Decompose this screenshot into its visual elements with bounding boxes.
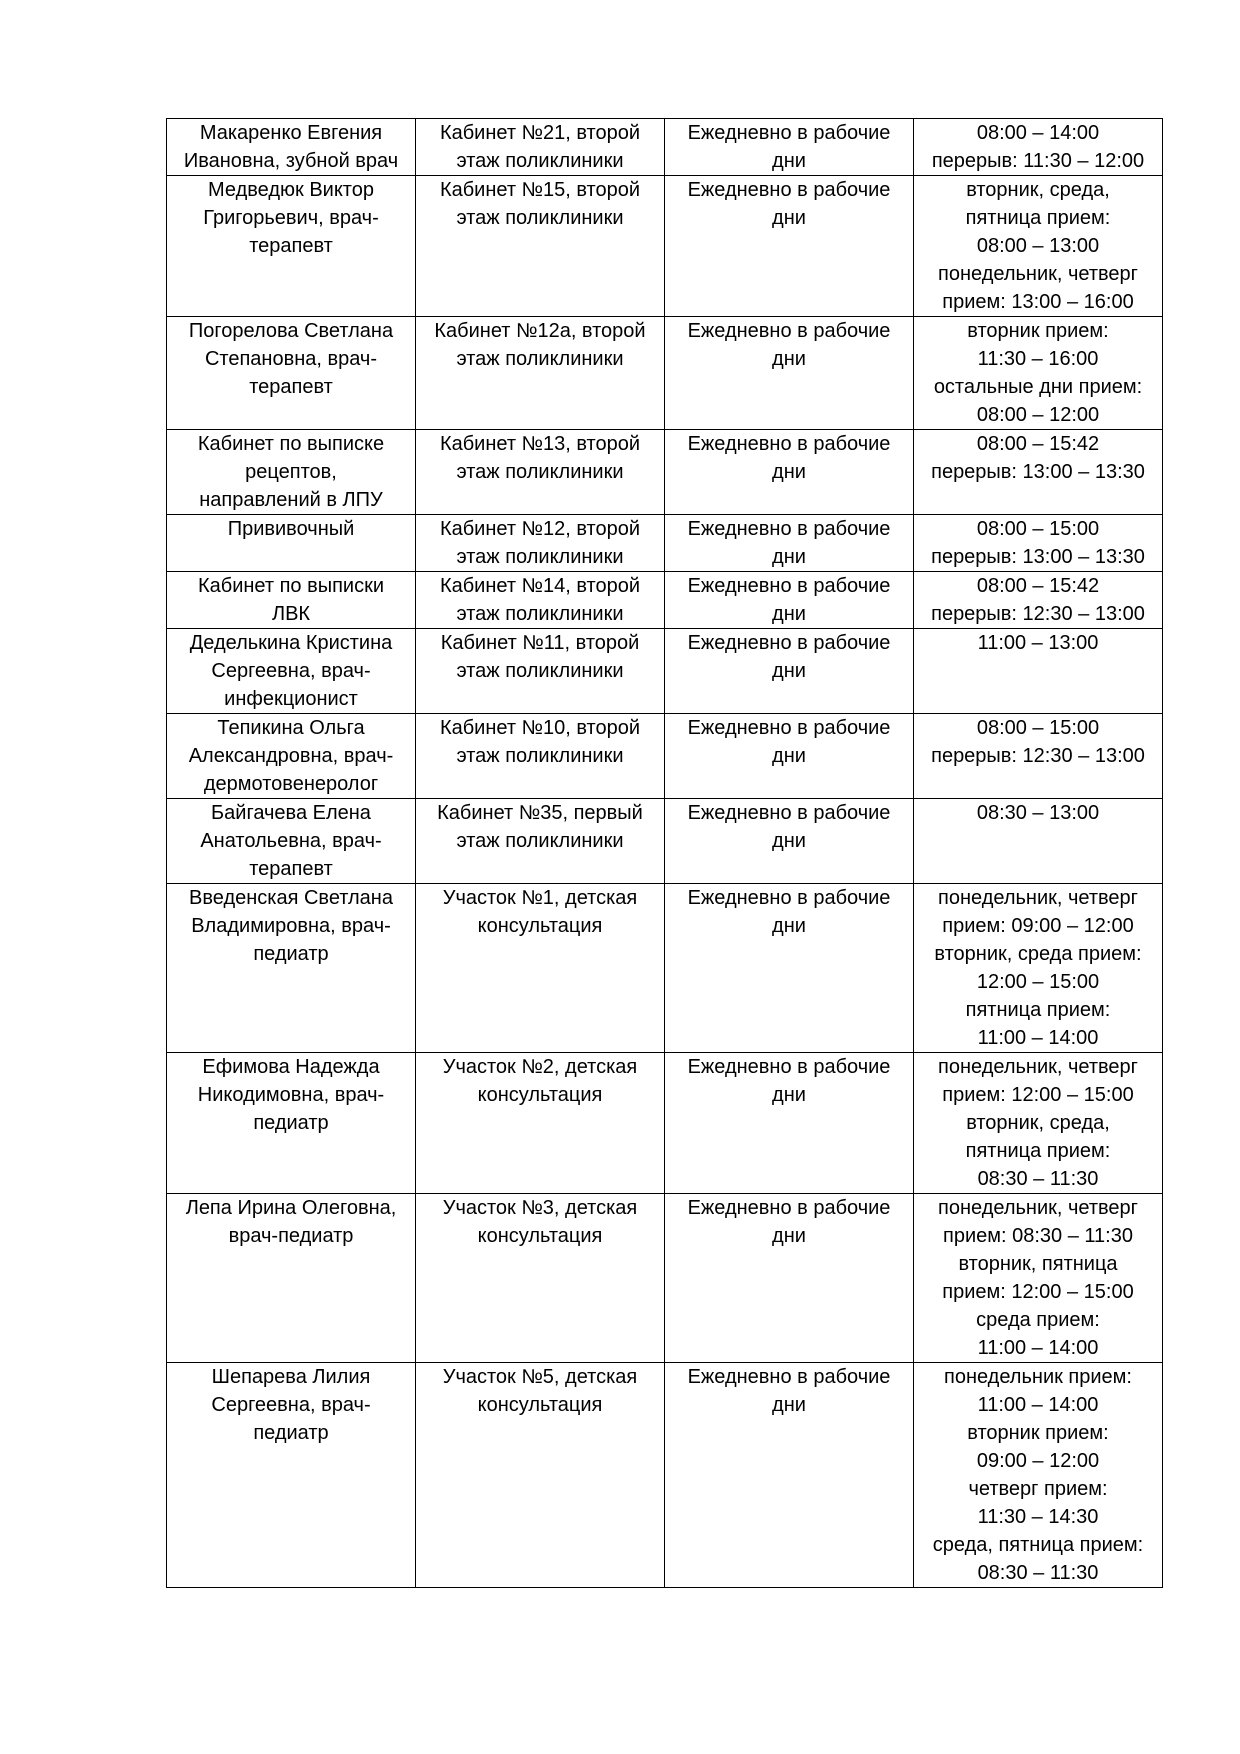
schedule-body <box>167 119 1163 1588</box>
hours-cell: понедельник, четверг прием: 08:30 – 11:30 вторник, пятница прием: 12:00 – 15:00 среда прием: 11:00 – 14:00 <box>914 1194 1163 1363</box>
table-row <box>167 799 1163 884</box>
doctor-cell: Лепа Ирина Олеговна, врач-педиатр <box>167 1194 416 1363</box>
days-cell: Ежедневно в рабочие дни <box>665 629 914 714</box>
table-row <box>167 572 1163 629</box>
location-cell: Кабинет №10, второй этаж поликлиники <box>416 714 665 799</box>
location-cell: Кабинет №35, первый этаж поликлиники <box>416 799 665 884</box>
location-cell: Кабинет №14, второй этаж поликлиники <box>416 572 665 629</box>
doctor-cell: Ефимова Надежда Никодимовна, врач- педиатр <box>167 1053 416 1194</box>
table-row <box>167 1363 1163 1588</box>
days-cell: Ежедневно в рабочие дни <box>665 884 914 1053</box>
hours-cell: 11:00 – 13:00 <box>914 629 1163 714</box>
location-cell: Кабинет №12, второй этаж поликлиники <box>416 515 665 572</box>
table-row <box>167 119 1163 176</box>
table-row <box>167 629 1163 714</box>
table-row <box>167 430 1163 515</box>
hours-cell: 08:00 – 15:42 перерыв: 13:00 – 13:30 <box>914 430 1163 515</box>
days-cell: Ежедневно в рабочие дни <box>665 1363 914 1588</box>
days-cell: Ежедневно в рабочие дни <box>665 799 914 884</box>
table-row <box>167 1053 1163 1194</box>
location-cell: Участок №5, детская консультация <box>416 1363 665 1588</box>
location-cell: Участок №2, детская консультация <box>416 1053 665 1194</box>
doctor-cell: Медведюк Виктор Григорьевич, врач- терапевт <box>167 176 416 317</box>
location-cell: Участок №3, детская консультация <box>416 1194 665 1363</box>
doctor-cell: Деделькина Кристина Сергеевна, врач- инфекционист <box>167 629 416 714</box>
hours-cell: 08:00 – 15:00 перерыв: 13:00 – 13:30 <box>914 515 1163 572</box>
doctor-cell: Погорелова Светлана Степановна, врач- терапевт <box>167 317 416 430</box>
days-cell: Ежедневно в рабочие дни <box>665 317 914 430</box>
table-row <box>167 884 1163 1053</box>
days-cell: Ежедневно в рабочие дни <box>665 1194 914 1363</box>
doctor-cell: Макаренко Евгения Ивановна, зубной врач <box>167 119 416 176</box>
location-cell: Кабинет №21, второй этаж поликлиники <box>416 119 665 176</box>
days-cell: Ежедневно в рабочие дни <box>665 430 914 515</box>
doctor-cell: Кабинет по выписке рецептов, направлений в ЛПУ <box>167 430 416 515</box>
doctor-cell: Шепарева Лилия Сергеевна, врач- педиатр <box>167 1363 416 1588</box>
hours-cell: 08:00 – 15:42 перерыв: 12:30 – 13:00 <box>914 572 1163 629</box>
table-row <box>167 515 1163 572</box>
days-cell: Ежедневно в рабочие дни <box>665 1053 914 1194</box>
location-cell: Участок №1, детская консультация <box>416 884 665 1053</box>
hours-cell: понедельник прием: 11:00 – 14:00 вторник прием: 09:00 – 12:00 четверг прием: 11:30 – 14:30 среда, пятница прием: 08:30 – 11:30 <box>914 1363 1163 1588</box>
table-row <box>167 1194 1163 1363</box>
schedule-table <box>166 118 1163 1588</box>
days-cell: Ежедневно в рабочие дни <box>665 515 914 572</box>
table-row <box>167 714 1163 799</box>
hours-cell: вторник, среда, пятница прием: 08:00 – 13:00 понедельник, четверг прием: 13:00 – 16:00 <box>914 176 1163 317</box>
table-row <box>167 176 1163 317</box>
doctor-cell: Введенская Светлана Владимировна, врач- педиатр <box>167 884 416 1053</box>
location-cell: Кабинет №12а, второй этаж поликлиники <box>416 317 665 430</box>
hours-cell: 08:30 – 13:00 <box>914 799 1163 884</box>
doctor-cell: Тепикина Ольга Александровна, врач- дермотовенеролог <box>167 714 416 799</box>
hours-cell: понедельник, четверг прием: 09:00 – 12:00 вторник, среда прием: 12:00 – 15:00 пятница прием: 11:00 – 14:00 <box>914 884 1163 1053</box>
doctor-cell: Кабинет по выписки ЛВК <box>167 572 416 629</box>
location-cell: Кабинет №11, второй этаж поликлиники <box>416 629 665 714</box>
hours-cell: 08:00 – 14:00 перерыв: 11:30 – 12:00 <box>914 119 1163 176</box>
days-cell: Ежедневно в рабочие дни <box>665 714 914 799</box>
table-row <box>167 317 1163 430</box>
hours-cell: вторник прием: 11:30 – 16:00 остальные дни прием: 08:00 – 12:00 <box>914 317 1163 430</box>
days-cell: Ежедневно в рабочие дни <box>665 572 914 629</box>
doctor-cell: Прививочный <box>167 515 416 572</box>
days-cell: Ежедневно в рабочие дни <box>665 176 914 317</box>
doctor-cell: Байгачева Елена Анатольевна, врач- терапевт <box>167 799 416 884</box>
location-cell: Кабинет №15, второй этаж поликлиники <box>416 176 665 317</box>
hours-cell: понедельник, четверг прием: 12:00 – 15:00 вторник, среда, пятница прием: 08:30 – 11:30 <box>914 1053 1163 1194</box>
hours-cell: 08:00 – 15:00 перерыв: 12:30 – 13:00 <box>914 714 1163 799</box>
days-cell: Ежедневно в рабочие дни <box>665 119 914 176</box>
location-cell: Кабинет №13, второй этаж поликлиники <box>416 430 665 515</box>
